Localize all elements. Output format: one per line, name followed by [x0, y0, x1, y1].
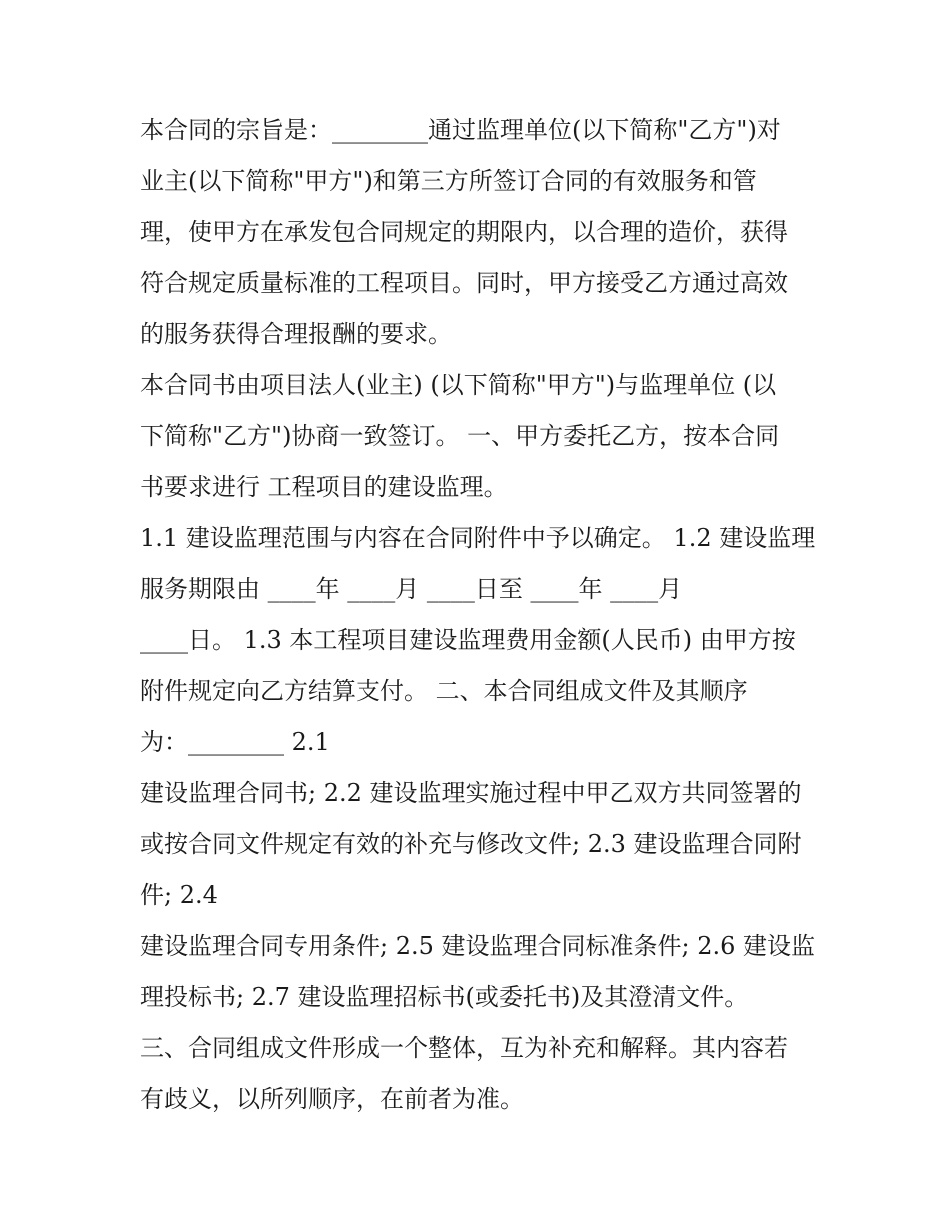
text-line: 建设监理合同专用条件; 2.5 建设监理合同标准条件; 2.6 建设监 — [140, 932, 816, 960]
text-line: 有歧义，以所列顺序，在前者为准。 — [140, 1085, 524, 1113]
text-line: 本合同书由项目法人(业主) (以下简称"甲方")与监理单位 (以 — [140, 371, 777, 399]
text-line: 附件规定向乙方结算支付。 二、本合同组成文件及其顺序 — [140, 677, 748, 705]
text-line: 下简称"乙方")协商一致签订。 一、甲方委托乙方，按本合同 — [140, 422, 780, 450]
text-line: ____日。 1.3 本工程项目建设监理费用金额(人民币) 由甲方按 — [140, 626, 796, 654]
text-line: 符合规定质量标准的工程项目。同时，甲方接受乙方通过高效 — [140, 269, 788, 297]
text-line: 本合同的宗旨是：________通过监理单位(以下简称"乙方")对 — [140, 116, 781, 144]
text-line: 理投标书; 2.7 建设监理招标书(或委托书)及其澄清文件。 — [140, 983, 749, 1011]
text-line: 为：________ 2.1 — [140, 728, 330, 756]
text-line: 三、合同组成文件形成一个整体，互为补充和解释。其内容若 — [140, 1034, 788, 1062]
text-line: 业主(以下简称"甲方")和第三方所签订合同的有效服务和管 — [140, 167, 757, 195]
text-line: 1.1 建设监理范围与内容在合同附件中予以确定。 1.2 建设监理 — [140, 524, 816, 552]
text-line: 的服务获得合理报酬的要求。 — [140, 320, 452, 348]
text-line: 书要求进行 工程项目的建设监理。 — [140, 473, 508, 501]
contract-body-text — [140, 105, 820, 1125]
text-line: 服务期限由 ____年 ____月 ____日至 ____年 ____月 — [140, 575, 683, 603]
text-line: 件; 2.4 — [140, 881, 218, 909]
text-line: 建设监理合同书; 2.2 建设监理实施过程中甲乙双方共同签署的 — [140, 779, 802, 807]
text-line: 或按合同文件规定有效的补充与修改文件; 2.3 建设监理合同附 — [140, 830, 802, 858]
text-line: 理，使甲方在承发包合同规定的期限内，以合理的造价，获得 — [140, 218, 788, 246]
